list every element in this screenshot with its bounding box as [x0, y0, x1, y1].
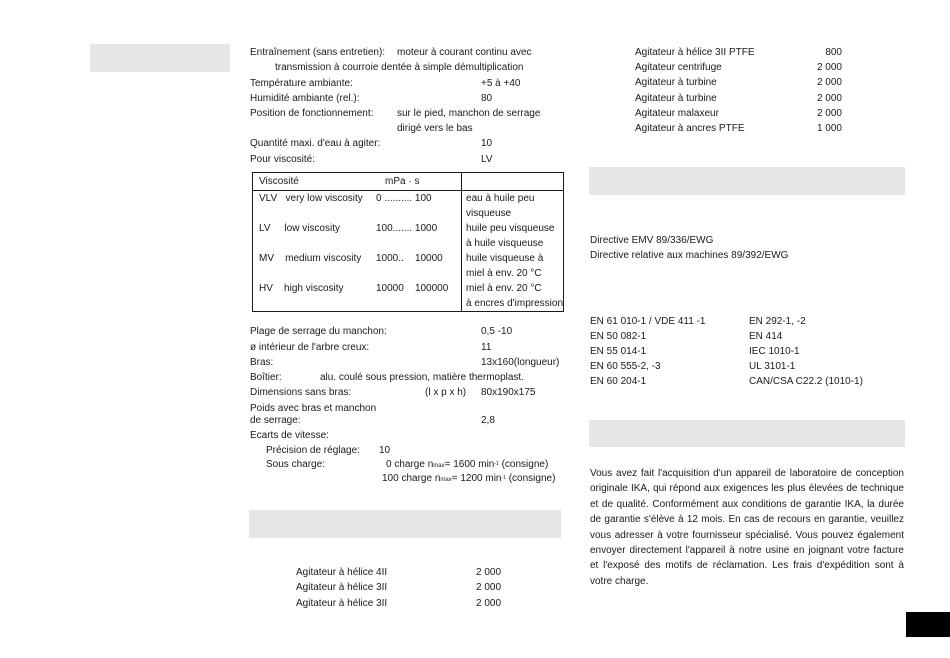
spec-dimensions-value: 80x190x175 — [481, 387, 536, 398]
table-row — [253, 251, 564, 281]
section-header-bar-accessories — [249, 510, 561, 538]
list-item: Agitateur à hélice 4II — [296, 567, 388, 578]
spec-dimensions-unit: (l x p x h) — [425, 387, 467, 398]
spec-shaft-label: ø intérieur de l'arbre creux: — [250, 342, 370, 353]
viscosity-range-to: 100 — [414, 193, 432, 204]
load-2-speed: = 1200 min — [451, 473, 502, 484]
spec-humidity-value: 80 — [481, 93, 493, 104]
viscosity-desc-cell — [462, 281, 564, 312]
spec-shaft-value: 11 — [481, 342, 492, 353]
norm-left: EN 50 082-1 — [590, 331, 647, 342]
spec-position-label: Position de fonctionnement: — [250, 108, 374, 119]
viscosity-desc-line2: à huile visqueuse — [466, 238, 544, 249]
table-header-unit-text: mPa · s — [385, 176, 420, 187]
viscosity-name: low viscosity — [284, 223, 340, 234]
viscosity-desc-line2: visqueuse — [466, 208, 512, 219]
norm-right: EN 414 — [749, 331, 783, 342]
viscosity-desc-line1: eau à huile peu — [466, 193, 535, 204]
spec-drive-value-2: transmission à courroie dentée à simple démultiplication — [275, 62, 524, 73]
table-header-unit — [376, 173, 462, 191]
spec-viscosity-value: LV — [481, 154, 493, 165]
list-item-value: 2 000 — [816, 62, 842, 73]
list-item-value: 2 000 — [476, 567, 502, 578]
spec-housing-value: alu. coulé sous pression, matière thermoplast. — [320, 372, 524, 383]
list-item-value: 2 000 — [476, 598, 502, 609]
spec-weight-value: 2,8 — [481, 415, 495, 426]
list-item-value: 2 000 — [816, 77, 842, 88]
viscosity-desc-line2: miel à env. 20 °C — [466, 268, 542, 279]
load-1-prefix: 0 charge n — [386, 459, 434, 470]
viscosity-range-cell — [376, 191, 462, 222]
norm-right: IEC 1010-1 — [749, 346, 800, 357]
directive-line: Directive relative aux machines 89/392/EWG — [590, 250, 789, 261]
list-item: Agitateur à turbine — [635, 93, 717, 104]
page-tab-marker — [906, 612, 950, 637]
load-2-suffix: (consigne) — [505, 473, 556, 484]
load-1-speed: = 1600 min — [444, 459, 495, 470]
viscosity-range-from: 0 .......... — [376, 193, 413, 204]
viscosity-range-from: 10000 — [376, 283, 404, 294]
table-row — [253, 191, 564, 222]
directive-line: Directive EMV 89/336/EWG — [590, 235, 714, 246]
viscosity-range-cell — [376, 221, 462, 251]
viscosity-range-from: 100....... — [376, 223, 413, 234]
viscosity-table — [252, 172, 564, 312]
viscosity-desc-line1: huile visqueuse à — [466, 253, 544, 264]
spec-load-label: Sous charge: — [266, 459, 325, 470]
spec-position-value-2: dirigé vers le bas — [397, 123, 473, 134]
spec-viscosity-label: Pour viscosité: — [250, 154, 316, 165]
section-header-bar-directives — [589, 167, 905, 195]
load-2-superscript: -1 — [501, 475, 506, 481]
spec-precision-value: 10 — [379, 445, 391, 456]
viscosity-type-cell — [253, 191, 377, 222]
viscosity-desc-line1: huile peu visqueuse — [466, 223, 555, 234]
spec-arm-label: Bras: — [250, 357, 274, 368]
viscosity-desc-cell — [462, 251, 564, 281]
list-item: Agitateur à hélice 3II — [296, 598, 388, 609]
viscosity-name: medium viscosity — [285, 253, 362, 264]
list-item: Agitateur à ancres PTFE — [635, 123, 745, 134]
viscosity-range-to: 1000 — [414, 223, 438, 234]
list-item-value: 800 — [825, 47, 842, 58]
viscosity-desc-line2: à encres d'impression — [466, 298, 563, 309]
viscosity-type-cell — [253, 281, 377, 312]
spec-clamp-value: 0,5 -10 — [481, 326, 513, 337]
norm-left: EN 60 204-1 — [590, 376, 647, 387]
spec-speed-deviation-label: Ecarts de vitesse: — [250, 430, 329, 441]
spec-clamp-label: Plage de serrage du manchon: — [250, 326, 387, 337]
norm-left: EN 55 014-1 — [590, 346, 647, 357]
load-1-suffix: (consigne) — [498, 459, 549, 470]
list-item-value: 1 000 — [816, 123, 842, 134]
spec-precision-label: Précision de réglage: — [266, 445, 360, 456]
norm-left: EN 60 555-2, -3 — [590, 361, 661, 372]
load-1-subscript: max — [433, 463, 445, 469]
list-item: Agitateur à hélice 3II PTFE — [635, 47, 755, 58]
viscosity-desc-line1: miel à env. 20 °C — [466, 283, 542, 294]
viscosity-name: very low viscosity — [285, 193, 363, 204]
table-row — [253, 221, 564, 251]
list-item: Agitateur malaxeur — [635, 108, 719, 119]
spec-housing-label: Boîtier: — [250, 372, 282, 383]
viscosity-range-to: 100000 — [414, 283, 449, 294]
table-header-row — [253, 173, 564, 191]
spec-dimensions-label: Dimensions sans bras: — [250, 387, 352, 398]
viscosity-code: HV — [259, 283, 273, 294]
spec-temp-label: Température ambiante: — [250, 78, 353, 89]
viscosity-name: high viscosity — [284, 283, 344, 294]
section-header-bar-left-top — [90, 44, 230, 72]
spec-water-label: Quantité maxi. d'eau à agiter: — [250, 138, 381, 149]
spec-drive-label: Entraînement (sans entretien): — [250, 47, 386, 58]
list-item: Agitateur à hélice 3II — [296, 582, 388, 593]
load-2-subscript: max — [440, 477, 452, 483]
viscosity-code: VLV — [259, 193, 278, 204]
viscosity-range-from: 1000.. — [376, 253, 404, 264]
viscosity-range-to: 10000 — [414, 253, 443, 264]
norm-right: EN 292-1, -2 — [749, 316, 806, 327]
list-item-value: 2 000 — [476, 582, 502, 593]
viscosity-desc-cell — [462, 221, 564, 251]
viscosity-type-cell — [253, 221, 377, 251]
spec-weight-label-2: de serrage: — [250, 415, 301, 426]
load-2-prefix: 100 charge n — [382, 473, 441, 484]
table-row — [253, 281, 564, 312]
guarantee-paragraph: Vous avez fait l'acquisition d'un appareil de laboratoire de conception originale IKA, qui répond aux exigences les plus élevées de technique et de qualité. Conformément aux conditions de garantie IKA, la durée de garantie s'élève à 12 mois. En cas de recours en garantie, veuillez vous adresser à votre fournisseur spécialisé. Vous pouvez également envoyer directement l'appareil à notre usine en joignant votre facture et l'exposé des motifs de réclamation. Les frais d'expédition sont à votre charge. — [590, 468, 904, 587]
viscosity-range-cell — [376, 251, 462, 281]
list-item-value: 2 000 — [816, 108, 842, 119]
spec-temp-value: +5 à +40 — [481, 78, 521, 89]
table-header-viscosity: Viscosité — [253, 173, 377, 191]
list-item: Agitateur à turbine — [635, 77, 717, 88]
table-header-desc — [462, 173, 564, 191]
norm-right: CAN/CSA C22.2 (1010-1) — [749, 376, 863, 387]
norm-right: UL 3101-1 — [749, 361, 796, 372]
norm-left: EN 61 010-1 / VDE 411 -1 — [590, 316, 706, 327]
spec-weight-label: Poids avec bras et manchon — [250, 403, 377, 414]
list-item-value: 2 000 — [816, 93, 842, 104]
spec-position-value: sur le pied, manchon de serrage — [397, 108, 541, 119]
viscosity-range-cell — [376, 281, 462, 312]
spec-water-value: 10 — [481, 138, 493, 149]
viscosity-code: MV — [259, 253, 274, 264]
load-1-superscript: -1 — [494, 461, 499, 467]
section-header-bar-norms — [589, 420, 905, 447]
spec-humidity-label: Humidité ambiante (rel.): — [250, 93, 360, 104]
viscosity-type-cell — [253, 251, 377, 281]
viscosity-code: LV — [259, 223, 271, 234]
spec-load-value-2 — [382, 471, 555, 488]
spec-arm-value: 13x160(longueur) — [481, 357, 560, 368]
spec-drive-value: moteur à courant continu avec — [397, 47, 532, 58]
list-item: Agitateur centrifuge — [635, 62, 722, 73]
viscosity-desc-cell — [462, 191, 564, 222]
